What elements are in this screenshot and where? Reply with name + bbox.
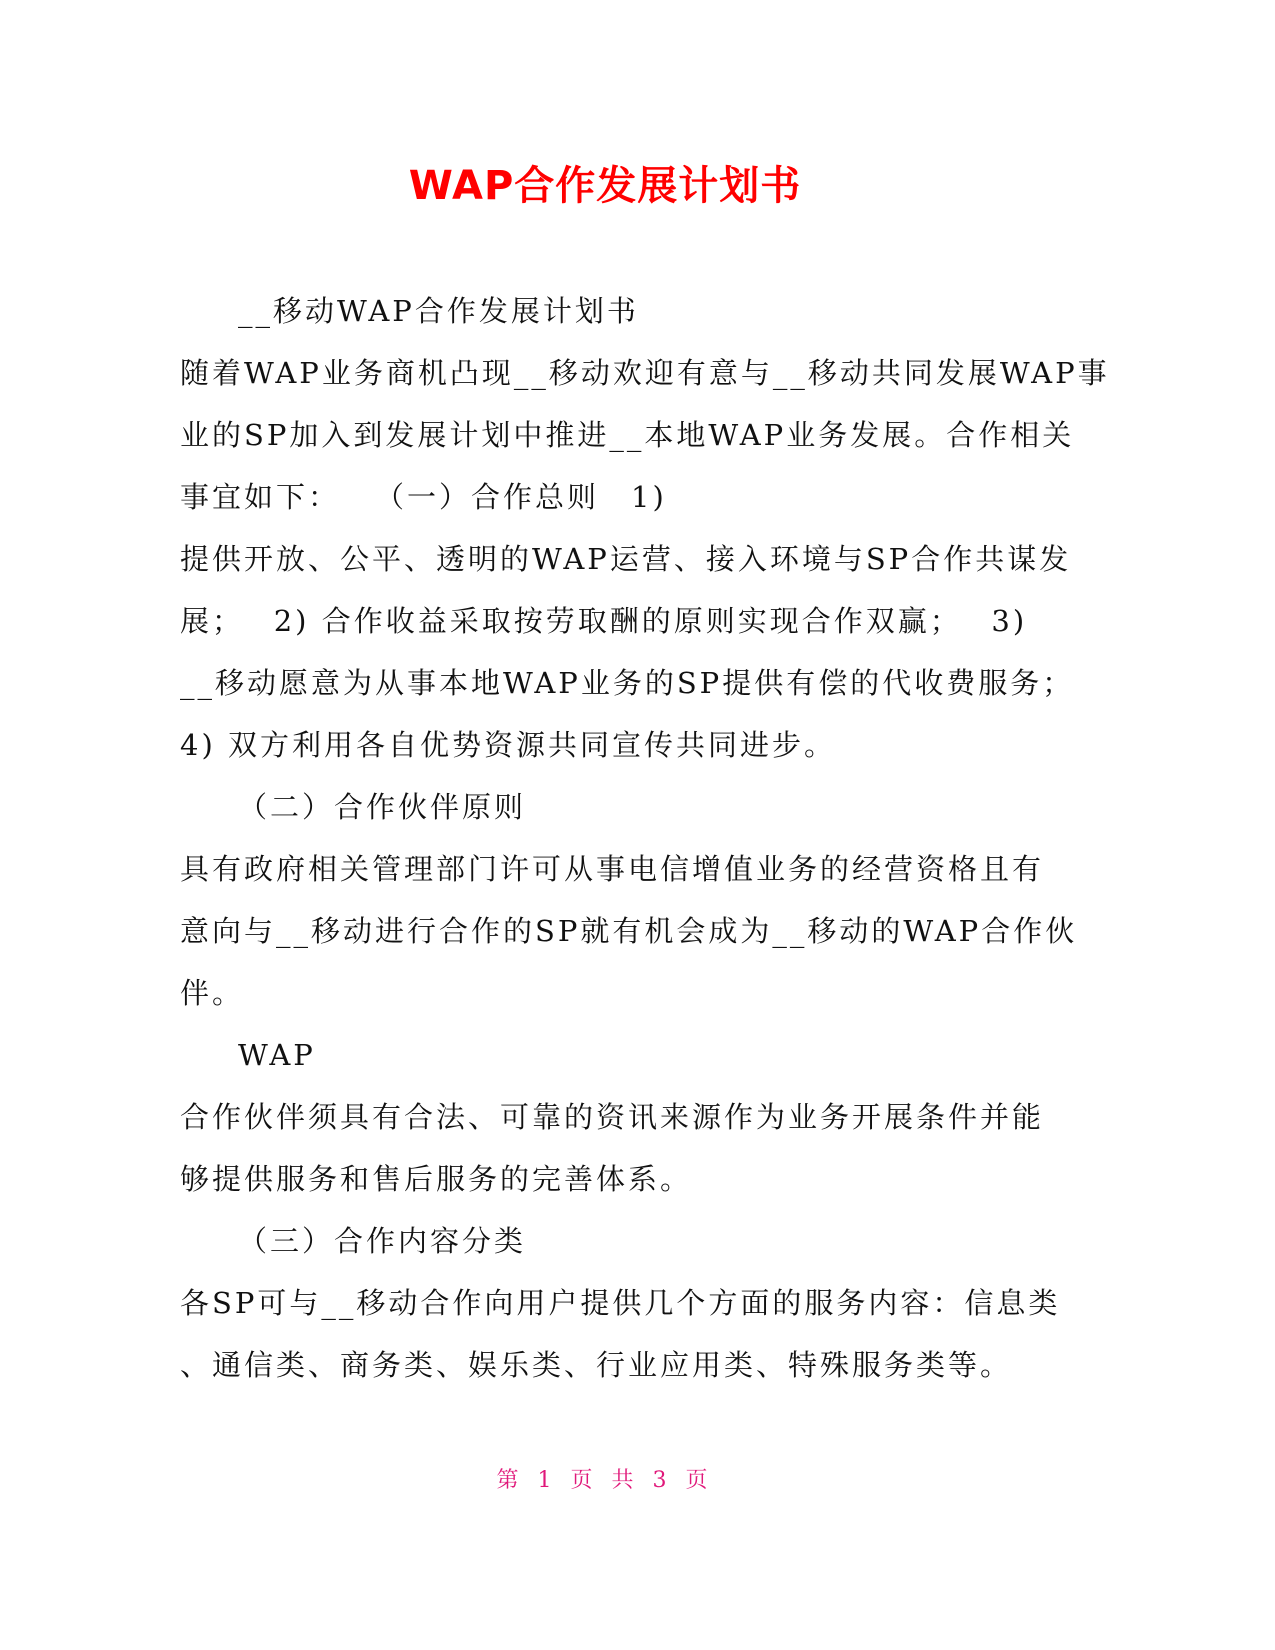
- paragraph-line: 业的SP加入到发展计划中推进__本地WAP业务发展。合作相关: [180, 418, 1075, 452]
- paragraph-line: 4) 双方利用各自优势资源共同宣传共同进步。: [180, 728, 836, 762]
- paragraph-line: WAP: [238, 1038, 316, 1072]
- paragraph-line: 展； 2) 合作收益采取按劳取酬的原则实现合作双赢； 3): [180, 604, 1028, 638]
- document-title: WAP合作发展计划书: [408, 163, 802, 209]
- section-heading: （三）合作内容分类: [238, 1224, 527, 1258]
- paragraph-line: 提供开放、公平、透明的WAP运营、接入环境与SP合作共谋发: [180, 542, 1072, 576]
- section-heading: （二）合作伙伴原则: [238, 790, 527, 824]
- subtitle-line: __移动WAP合作发展计划书: [238, 294, 639, 328]
- page-number-footer: 第 1 页 共 3 页: [496, 1468, 714, 1493]
- paragraph-line: 意向与__移动进行合作的SP就有机会成为__移动的WAP合作伙: [180, 914, 1078, 948]
- paragraph-line: 伴。: [180, 976, 245, 1010]
- paragraph-line: 具有政府相关管理部门许可从事电信增值业务的经营资格且有: [180, 852, 1045, 886]
- paragraph-line: 随着WAP业务商机凸现__移动欢迎有意与__移动共同发展WAP事: [180, 356, 1110, 390]
- paragraph-line: 各SP可与__移动合作向用户提供几个方面的服务内容：信息类: [180, 1286, 1061, 1320]
- paragraph-line: 够提供服务和售后服务的完善体系。: [180, 1162, 693, 1196]
- document-body: [180, 280, 1110, 1396]
- paragraph-line: 合作伙伴须具有合法、可靠的资讯来源作为业务开展条件并能: [180, 1100, 1045, 1134]
- paragraph-line: __移动愿意为从事本地WAP业务的SP提供有偿的代收费服务；: [180, 666, 1075, 700]
- paragraph-line: 、通信类、商务类、娱乐类、行业应用类、特殊服务类等。: [180, 1348, 1013, 1382]
- paragraph-line: 事宜如下： （一）合作总则 1): [180, 480, 667, 514]
